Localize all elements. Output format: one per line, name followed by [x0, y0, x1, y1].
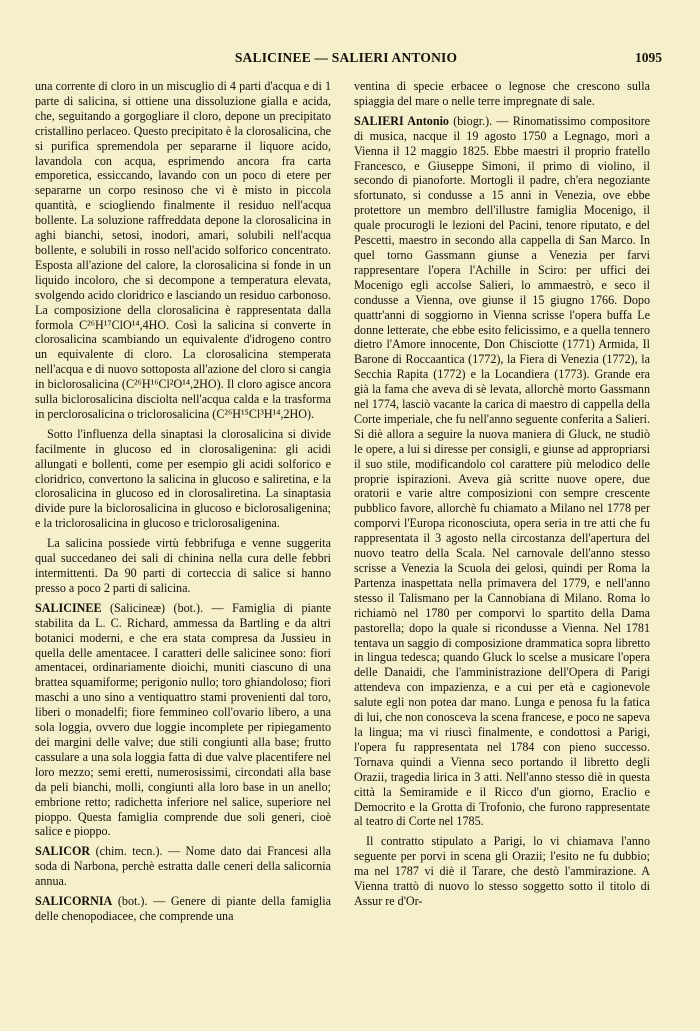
paragraph — [354, 79, 650, 109]
paragraph-text: una corrente di cloro in un miscuglio di 4 parti d'acqua e di 1 parte di salicina, si ottiene una dissoluzione gialla e acida, che, seguitando a gorgogliare il cloro, depone un precipitato cristallino perlaceo. Questo precipitato è la clorosalicina, che si purifica spremendola per separarne il liquore acido, lavandola con acqua, esprimendo ancora fra carta emporetica, essiccando, lavando con un poco di etere per separarne un corpo resinoso che vi è misto in piccola quantità, e sciogliendo finalmente il residuo nell'acqua bollente. La soluzione raffreddata depone la clorosalicina in aghi bianchi, setosi, inodori, amari, solubili nell'acqua bollente, e solubili in rosso nell'acido solforico concentrato. Esposta all'azione del calore, la clorosalicina si fonde in un liquido incoloro, che si decompone a temperatura elevata, svolgendo acido cloridrico e lasciando un residuo carbonoso. La composizione della clorosalicina è rappresentata dalla formola C²⁶H¹⁷ClO¹⁴,4HO. Così la salicina si converte in clorosalicina scambiando un equivalente d'idrogeno contro un equivalente di cloro. La clorosalicina stemperata nell'acqua e di nuovo sottoposta all'azione del cloro si cangia in biclorosalicina (C²⁶H¹⁶Cl²O¹⁴,2HO). Il cloro agisce ancora sulla biclorosalicina disciolta nell'acqua calda e la trasforma in perclorosalicina o triclorosalicina (C²⁶H¹⁵Cl³H¹⁴,2HO). — [35, 79, 331, 421]
entry-headword: SALICORNIA — [35, 894, 113, 909]
paragraph-text: (biogr.). — Rinomatissimo compositore di musica, nacque il 19 agosto 1750 a Legnago, morì a Vienna il 12 maggio 1825. Ebbe maestri il proprio fratello Francesco, e Giuseppe Simoni, il primo di violino, il secondo di pianoforte. Mortogli il padre, ch'era negoziante sfortunato, si condusse a 15 anni in Venezia, ove ebbe protettore un membro dell'illustre famiglia Mocenigo, il quale procurogli le lezioni del Pacini, tenore riputato, e del Pescetti, maestro in secondo alla cappella di San Marco. In quel torno Gassmann giunse a Venezia per farvi rappresentare l'opera l'Achille in Sciro: per uffici dei Mocenigo egli accolse Salieri, lo ammaestrò, e seco il condusse a Vienna, ove giunse il 15 giugno 1766. Dopo quattr'anni di soggiorno in Vienna scrisse l'opera buffa Le donne letterate, che ebbe esito felicissimo, e a quella tennero dietro l'Amore innocente, Don Chisciotte (1771) Armida, Il Barone di Roccaantica (1772), la Fiera di Venezia (1772), la Secchia Rapita (1772) e la Locandiera (1773). Grande era già la fama che aveva di sè levata, allorchè morto Gassmann nel 1774, lasciò vacante la carica di maestro di cappella della Corte imperiale, che fu nell'anno seguente conferita a Salieri. Si diè allora a seguire la nuova maniera di Gluck, ne studiò le opere, a lui si diresse per consigli, e giunse ad appropriarsi il suo stile, modificandolo col carattere più melodico delle proprie ispirazioni. Aveva già scritte nuove opere, due oratorii e varie altre composizioni con sempre crescente pubblico favore, allorchè fu chiamato a Milano nel 1778 per comporvi l'Europa riconosciuta, opera seria in tre atti che fu rappresentata il 3 agosto nella circostanza dell'apertura del nuovo teatro della Scala. Nel carnovale dell'anno stesso scrisse a Venezia la Scuola dei gelosi, quindi per Roma la Partenza inaspettata nella primavera del 1779, e nell'anno stesso il Talismano per la Cannobiana di Milano. Roma lo richiamò nel 1780 per comporvi lo spartito della Dama pastorella; dopo la quale si ricondusse a Vienna. Nel 1781 tentava un saggio di composizione drammatica sopra libretto in lingua tedesca; quando Gluck lo scelse a musicare l'opera delle Danaidi, che l'amministrazione dell'Opera di Parigi attendeva con impazienza, e a cui per età e cagionevole salute egli non potea dar mano. Lunga e penosa fu la fatica di lui, che non conosceva la scena francese, e poco ne sapeva la lingua; ma vi riuscì finalmente, e condottosi a Parigi, l'opera fu rappresentata nel 1784 con pieno successo. Tornava quindi a Vienna seco portando il libretto degli Orazii, tragedia lirica in 3 atti. Nell'anno stesso diè in questa città la Semiramide e il Ricco d'un giorno, Eraclio e Democrito e la Grotta di Trofonio, che furono rappresentate al teatro di Corte nel 1785. — [354, 113, 650, 829]
entry-headword: SALICOR — [35, 844, 91, 859]
paragraph — [35, 79, 331, 422]
right-column — [354, 79, 650, 994]
paragraph — [354, 834, 650, 909]
paragraph — [35, 601, 331, 840]
paragraph — [35, 536, 331, 596]
paragraph — [35, 427, 331, 531]
running-title: SALICINEE — SALIERI ANTONIO — [234, 50, 458, 65]
entry-headword: SALICINEE — [35, 600, 102, 615]
paragraph-text: (bot.). — Genere di piante della famiglia delle chenopodiacee, che comprende una — [35, 894, 331, 923]
left-column — [35, 79, 331, 994]
paragraph-text: Il contratto stipulato a Parigi, lo vi chiamava l'anno seguente per porvi in scena gli Orazii; l'esito ne fu dubbio; ma nel 1787 vi diè il Tarare, che destò l'ammirazione. A Vienna trattò di nuovo lo stesso soggetto sotto il titolo di Assur re d'Or- — [354, 834, 650, 908]
paragraph-text: La salicina possiede virtù febbrifuga e venne suggerita qual succedaneo dei sali di chinina nella cura delle febbri intermittenti. Da 90 parti di corteccia di salice si hanno presso a poco 2 parti di salicina. — [35, 536, 331, 595]
paragraph — [35, 894, 331, 924]
entry-headword: SALIERI Antonio — [354, 113, 449, 128]
paragraph-text: (Salicineæ) (bot.). — Famiglia di piante stabilita da L. C. Richard, ammessa da Bartling e da altri botanici moderni, e che era stata compresa da Jussieu in quella delle amentacee. I caratteri delle salicinee sono: fiori amentacei, ordinariamente dioichi, muniti ciascuno di una brattea squamiforme; perigonio nullo; toro ghiandoloso; fiori maschi a uno sino a ventiquattro stami provenienti dal toro, liberi o monadelfi; fiore femmineo coll'ovario libero, a una sola loggia, ovvero due loggie incomplete per ripiegamento dei margini delle valve; due stili congiunti alla base; frutto cassulare a una sola loggia fatta di due valve placentifere nel loro mezzo; semi eretti, numerosissimi, circondati alla base da peli bianchi, molli, congiunti alla loro base in un anello; embrione retto; radichetta inferiore nel salice, superiore nel pioppo. Questa famiglia comprende due soli generi, cioè salice e pioppo. — [35, 600, 331, 839]
paragraph — [35, 844, 331, 889]
paragraph — [354, 114, 650, 830]
paragraph-text: ventina di specie erbacee o legnose che crescono sulla spiaggia del mare o nelle terre impregnate di sale. — [354, 79, 650, 108]
running-header — [30, 50, 662, 70]
page-number: 1095 — [635, 50, 662, 65]
paragraph-text: Sotto l'influenza della sinaptasi la clorosalicina si divide facilmente in glucoso ed in clorosaligenina: gli acidi allungati e bollenti, come per esempio gli acidi solforico e cloridrico, convertono la salicina in glucoso e saliretina, e la clorosalicina in glucoso ed in clorosaliretina. La sinaptasia divide pure la biclorosalicina in glucoso e biclorosaligenina; e la triclorosalicina in glucoso e triclorosaligenina. — [35, 426, 331, 531]
paragraph-text: (chim. tecn.). — Nome dato dai Francesi alla soda di Narbona, perchè estratta dalle ceneri della salicornia annua. — [35, 844, 331, 889]
